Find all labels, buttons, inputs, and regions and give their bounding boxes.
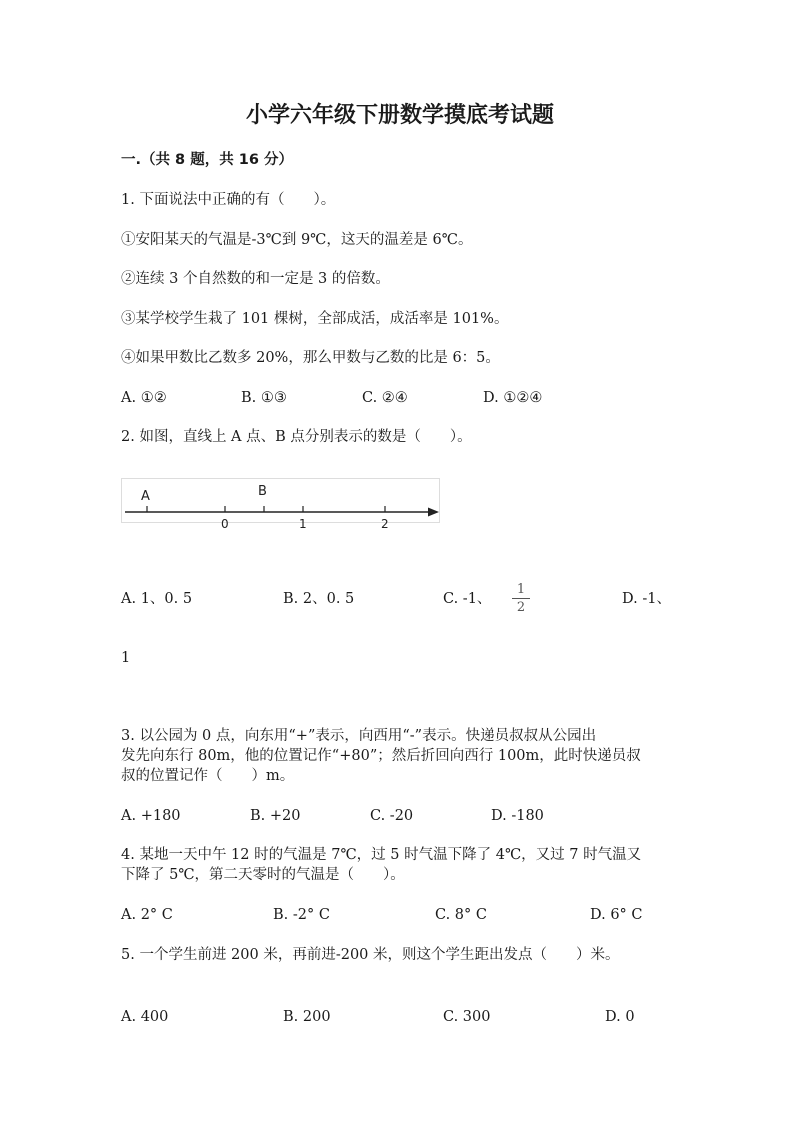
q5-option-a: A. 400 (121, 1009, 169, 1025)
q3-option-a: A. +180 (121, 808, 181, 824)
q5-option-d: D. 0 (605, 1009, 635, 1025)
figure-frame (122, 479, 440, 523)
q4-option-c: C. 8° C (435, 907, 487, 923)
q2-stem: 2. 如图，直线上 A 点、B 点分别表示的数是（ ）。 (121, 429, 472, 445)
q2-option-a: A. 1、0. 5 (121, 591, 193, 607)
q4-option-a: A. 2° C (121, 907, 173, 923)
q2-option-c-fraction (512, 582, 530, 615)
section-header: 一.（共 8 题，共 16 分） (121, 152, 293, 168)
tick-label-2: 2 (381, 517, 389, 531)
q3-option-d: D. -180 (491, 808, 544, 824)
q1-statement-4: ④如果甲数比乙数多 20%，那么甲数与乙数的比是 6：5。 (121, 350, 500, 366)
q3-stem-line-2: 发先向东行 80m，他的位置记作“+80”；然后折回向西行 100m，此时快递员叔 (121, 748, 641, 764)
q2-option-b: B. 2、0. 5 (283, 591, 355, 607)
q1-statement-1: ①安阳某天的气温是-3℃到 9℃，这天的温差是 6℃。 (121, 232, 473, 248)
q1-option-a: A. ①② (121, 390, 167, 406)
q1-stem: 1. 下面说法中正确的有（ ）。 (121, 192, 336, 208)
point-label-b: B (258, 484, 267, 499)
point-label-a: A (141, 489, 150, 504)
q4-stem-line-1: 4. 某地一天中午 12 时的气温是 7℃，过 5 时气温下降了 4℃，又过 7 时气温又 (121, 847, 642, 863)
q3-option-b: B. +20 (250, 808, 301, 824)
page-title: 小学六年级下册数学摸底考试题 (245, 103, 554, 128)
q3-option-c: C. -20 (370, 808, 414, 824)
q2-option-d: D. -1、 (622, 591, 671, 607)
q4-option-b: B. -2° C (273, 907, 330, 923)
q1-statement-2: ②连续 3 个自然数的和一定是 3 的倍数。 (121, 271, 390, 287)
q5-stem: 5. 一个学生前进 200 米，再前进-200 米，则这个学生距出发点（ ）米。 (121, 947, 620, 963)
q5-option-b: B. 200 (283, 1009, 331, 1025)
q4-stem-line-2: 下降了 5℃，第二天零时的气温是（ ）。 (121, 867, 405, 883)
fraction-bar (512, 598, 530, 599)
q1-statement-3: ③某学校学生栽了 101 棵树，全部成活，成活率是 101%。 (121, 311, 509, 327)
number-line-arrow (428, 508, 439, 517)
q1-option-b: B. ①③ (241, 390, 287, 406)
q2-option-c: C. -1、 (443, 591, 492, 607)
q1-option-c: C. ②④ (362, 390, 408, 406)
q3-stem-line-1: 3. 以公园为 0 点，向东用“+”表示，向西用“-”表示。快递员叔叔从公园出 (121, 728, 597, 744)
q1-option-d: D. ①②④ (483, 390, 543, 406)
tick-label-1: 1 (299, 517, 307, 531)
fraction-numerator: 1 (516, 582, 526, 597)
q4-option-d: D. 6° C (590, 907, 643, 923)
q5-option-c: C. 300 (443, 1009, 491, 1025)
number-line-figure (121, 478, 445, 534)
tick-label-0: 0 (221, 517, 229, 531)
q2-option-d-wrap: 1 (121, 650, 131, 666)
fraction-denominator: 2 (516, 600, 526, 615)
q3-stem-line-3: 叔的位置记作（ ）m。 (121, 768, 295, 784)
